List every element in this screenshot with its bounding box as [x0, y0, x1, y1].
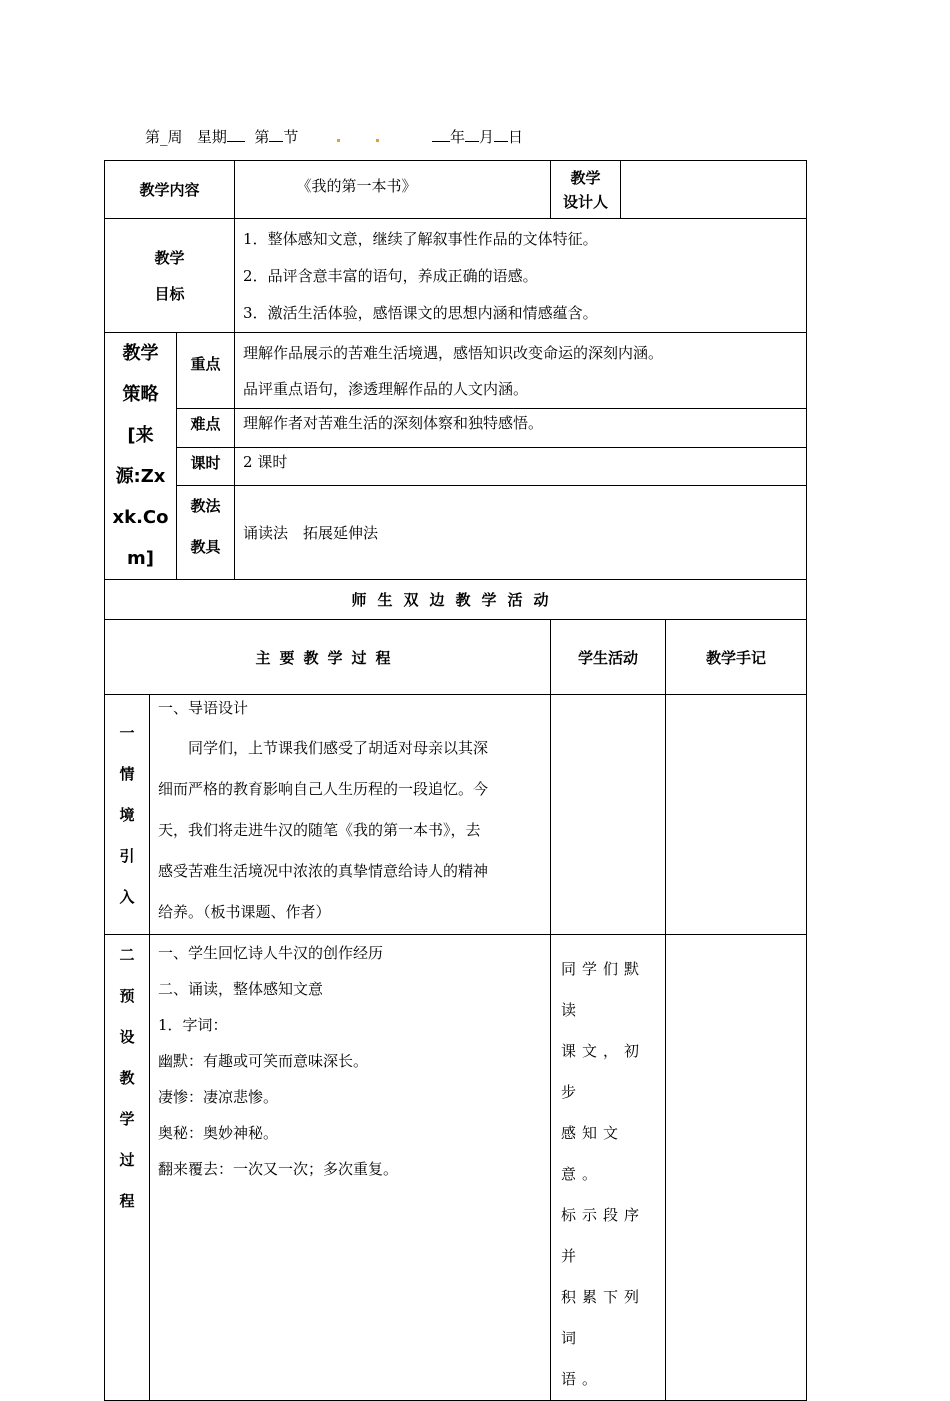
section-suffix: 节 [283, 128, 299, 146]
header-line [145, 126, 523, 147]
designer-label [551, 161, 621, 219]
goals-list [235, 219, 807, 333]
content-value [235, 161, 551, 219]
method-label-line-1: 教法 [190, 497, 221, 516]
week-label: 第_周 [145, 128, 183, 146]
step-2-line: 二、诵读，整体感知文意 [158, 980, 324, 998]
strategy-label-line: 教学 [122, 343, 159, 364]
step-2-content [150, 935, 551, 1401]
step-1-label-char: 情 [119, 765, 135, 783]
student-column-header: 学生活动 [551, 620, 666, 695]
strategy-method-row [105, 486, 807, 580]
step-2-line: 奥秘：奥妙神秘。 [158, 1124, 279, 1142]
activity-title: 师生双边教学活动 [105, 580, 807, 620]
strategy-key-row [105, 333, 807, 409]
step-2-label-char: 二 [119, 946, 135, 964]
weekday-label: 星期 [196, 128, 227, 146]
step-2-line: 幽默：有趣或可笑而意味深长。 [158, 1052, 369, 1070]
day-blank [494, 141, 508, 142]
decorative-dot [337, 139, 340, 142]
student-activity-line: 课文，初步 [561, 1042, 646, 1101]
lesson-title: 《我的第一本书》 [296, 177, 417, 195]
goal-item: 3．激活生活体验，感悟课文的思想内涵和情感蕴含。 [243, 304, 598, 322]
strategy-difficulty-row [105, 409, 807, 448]
method-label [177, 486, 235, 580]
student-activity-line: 感知文意。 [561, 1124, 625, 1183]
step-1-row [105, 695, 807, 935]
step-1-label-char: 引 [119, 847, 135, 865]
strategy-label-line: 源:Zx [115, 466, 166, 487]
step-1-line: 细而严格的教育影响自己人生历程的一段追忆。今 [158, 780, 489, 798]
step-2-label-char: 设 [119, 1028, 135, 1046]
step-1-heading: 一、导语设计 [158, 699, 249, 717]
student-activity-line: 积累下列词 [561, 1288, 646, 1347]
student-activity-line: 语。 [561, 1370, 604, 1388]
step-2-label-char: 教 [119, 1069, 135, 1087]
goals-label-line-2: 目标 [154, 284, 185, 303]
step-2-label [105, 935, 150, 1401]
goals-row [105, 219, 807, 333]
step-2-line: 一、学生回忆诗人牛汉的创作经历 [158, 944, 384, 962]
column-header-row [105, 620, 807, 695]
strategy-label-line: xk.Co [112, 507, 169, 528]
designer-label-line-1: 教学 [570, 168, 601, 187]
step-1-label [105, 695, 150, 935]
decorative-dot [376, 139, 379, 142]
step-2-label-char: 程 [119, 1192, 135, 1210]
goal-item: 2．品评含意丰富的语句，养成正确的语感。 [243, 267, 538, 285]
key-point-line: 理解作品展示的苦难生活境遇，感悟知识改变命运的深刻内涵。 [243, 344, 664, 362]
step-1-content [150, 695, 551, 935]
day-suffix: 日 [507, 128, 523, 146]
content-row [105, 161, 807, 219]
difficulty-value: 理解作者对苦难生活的深刻体察和独特感悟。 [235, 409, 807, 448]
difficulty-label: 难点 [177, 409, 235, 448]
student-activity-line: 同学们默读 [561, 960, 646, 1019]
step-1-notes [666, 695, 807, 935]
step-2-notes [666, 935, 807, 1401]
hours-label: 课时 [177, 447, 235, 486]
strategy-label-line: [来 [127, 425, 154, 446]
month-blank [465, 141, 479, 142]
step-2-label-char: 预 [119, 987, 135, 1005]
weekday-blank [227, 141, 245, 142]
month-suffix: 月 [478, 128, 494, 146]
goal-item: 1．整体感知文意，继续了解叙事性作品的文体特征。 [243, 230, 598, 248]
strategy-hours-row [105, 447, 807, 486]
method-value: 诵读法 拓展延伸法 [235, 486, 807, 580]
lesson-plan-table [104, 160, 807, 1401]
student-activity-line: 标示段序并 [561, 1206, 646, 1265]
strategy-label-line: m] [127, 548, 154, 569]
section-blank [269, 141, 283, 142]
step-2-line: 1．字词： [158, 1016, 228, 1034]
key-label: 重点 [177, 333, 235, 409]
step-1-student [551, 695, 666, 935]
year-suffix: 年 [449, 128, 465, 146]
strategy-label-line: 策略 [122, 384, 159, 405]
step-2-line: 凄惨：凄凉悲惨。 [158, 1088, 279, 1106]
step-2-line: 翻来覆去：一次又一次；多次重复。 [158, 1160, 399, 1178]
method-label-line-2: 教具 [190, 538, 221, 557]
step-2-label-char: 学 [119, 1110, 135, 1128]
step-1-line: 同学们，上节课我们感受了胡适对母亲以其深 [188, 739, 489, 757]
designer-value [621, 161, 807, 219]
step-1-line: 给养。（板书课题、作者） [158, 903, 331, 921]
step-1-line: 天，我们将走进牛汉的随笔《我的第一本书》，去 [158, 821, 481, 839]
step-2-student [551, 935, 666, 1401]
content-label: 教学内容 [105, 161, 235, 219]
activity-title-row [105, 580, 807, 620]
step-1-label-char: 入 [119, 888, 135, 906]
year-blank [432, 141, 450, 142]
key-point-line: 品评重点语句，渗透理解作品的人文内涵。 [243, 380, 529, 398]
goals-label [105, 219, 235, 333]
step-1-label-char: 境 [119, 806, 135, 824]
section-label: 第 [254, 128, 270, 146]
hours-value: 2 课时 [235, 447, 807, 486]
key-points [235, 333, 807, 409]
designer-label-line-2: 设计人 [563, 192, 609, 211]
step-2-row [105, 935, 807, 1401]
process-column-header: 主要教学过程 [105, 620, 551, 695]
step-2-label-char: 过 [119, 1151, 135, 1169]
step-1-line: 感受苦难生活境况中浓浓的真挚情意给诗人的精神 [158, 862, 489, 880]
goals-label-line-1: 教学 [154, 248, 185, 267]
step-1-label-char: 一 [119, 724, 135, 742]
notes-column-header: 教学手记 [666, 620, 807, 695]
strategy-label [105, 333, 177, 580]
